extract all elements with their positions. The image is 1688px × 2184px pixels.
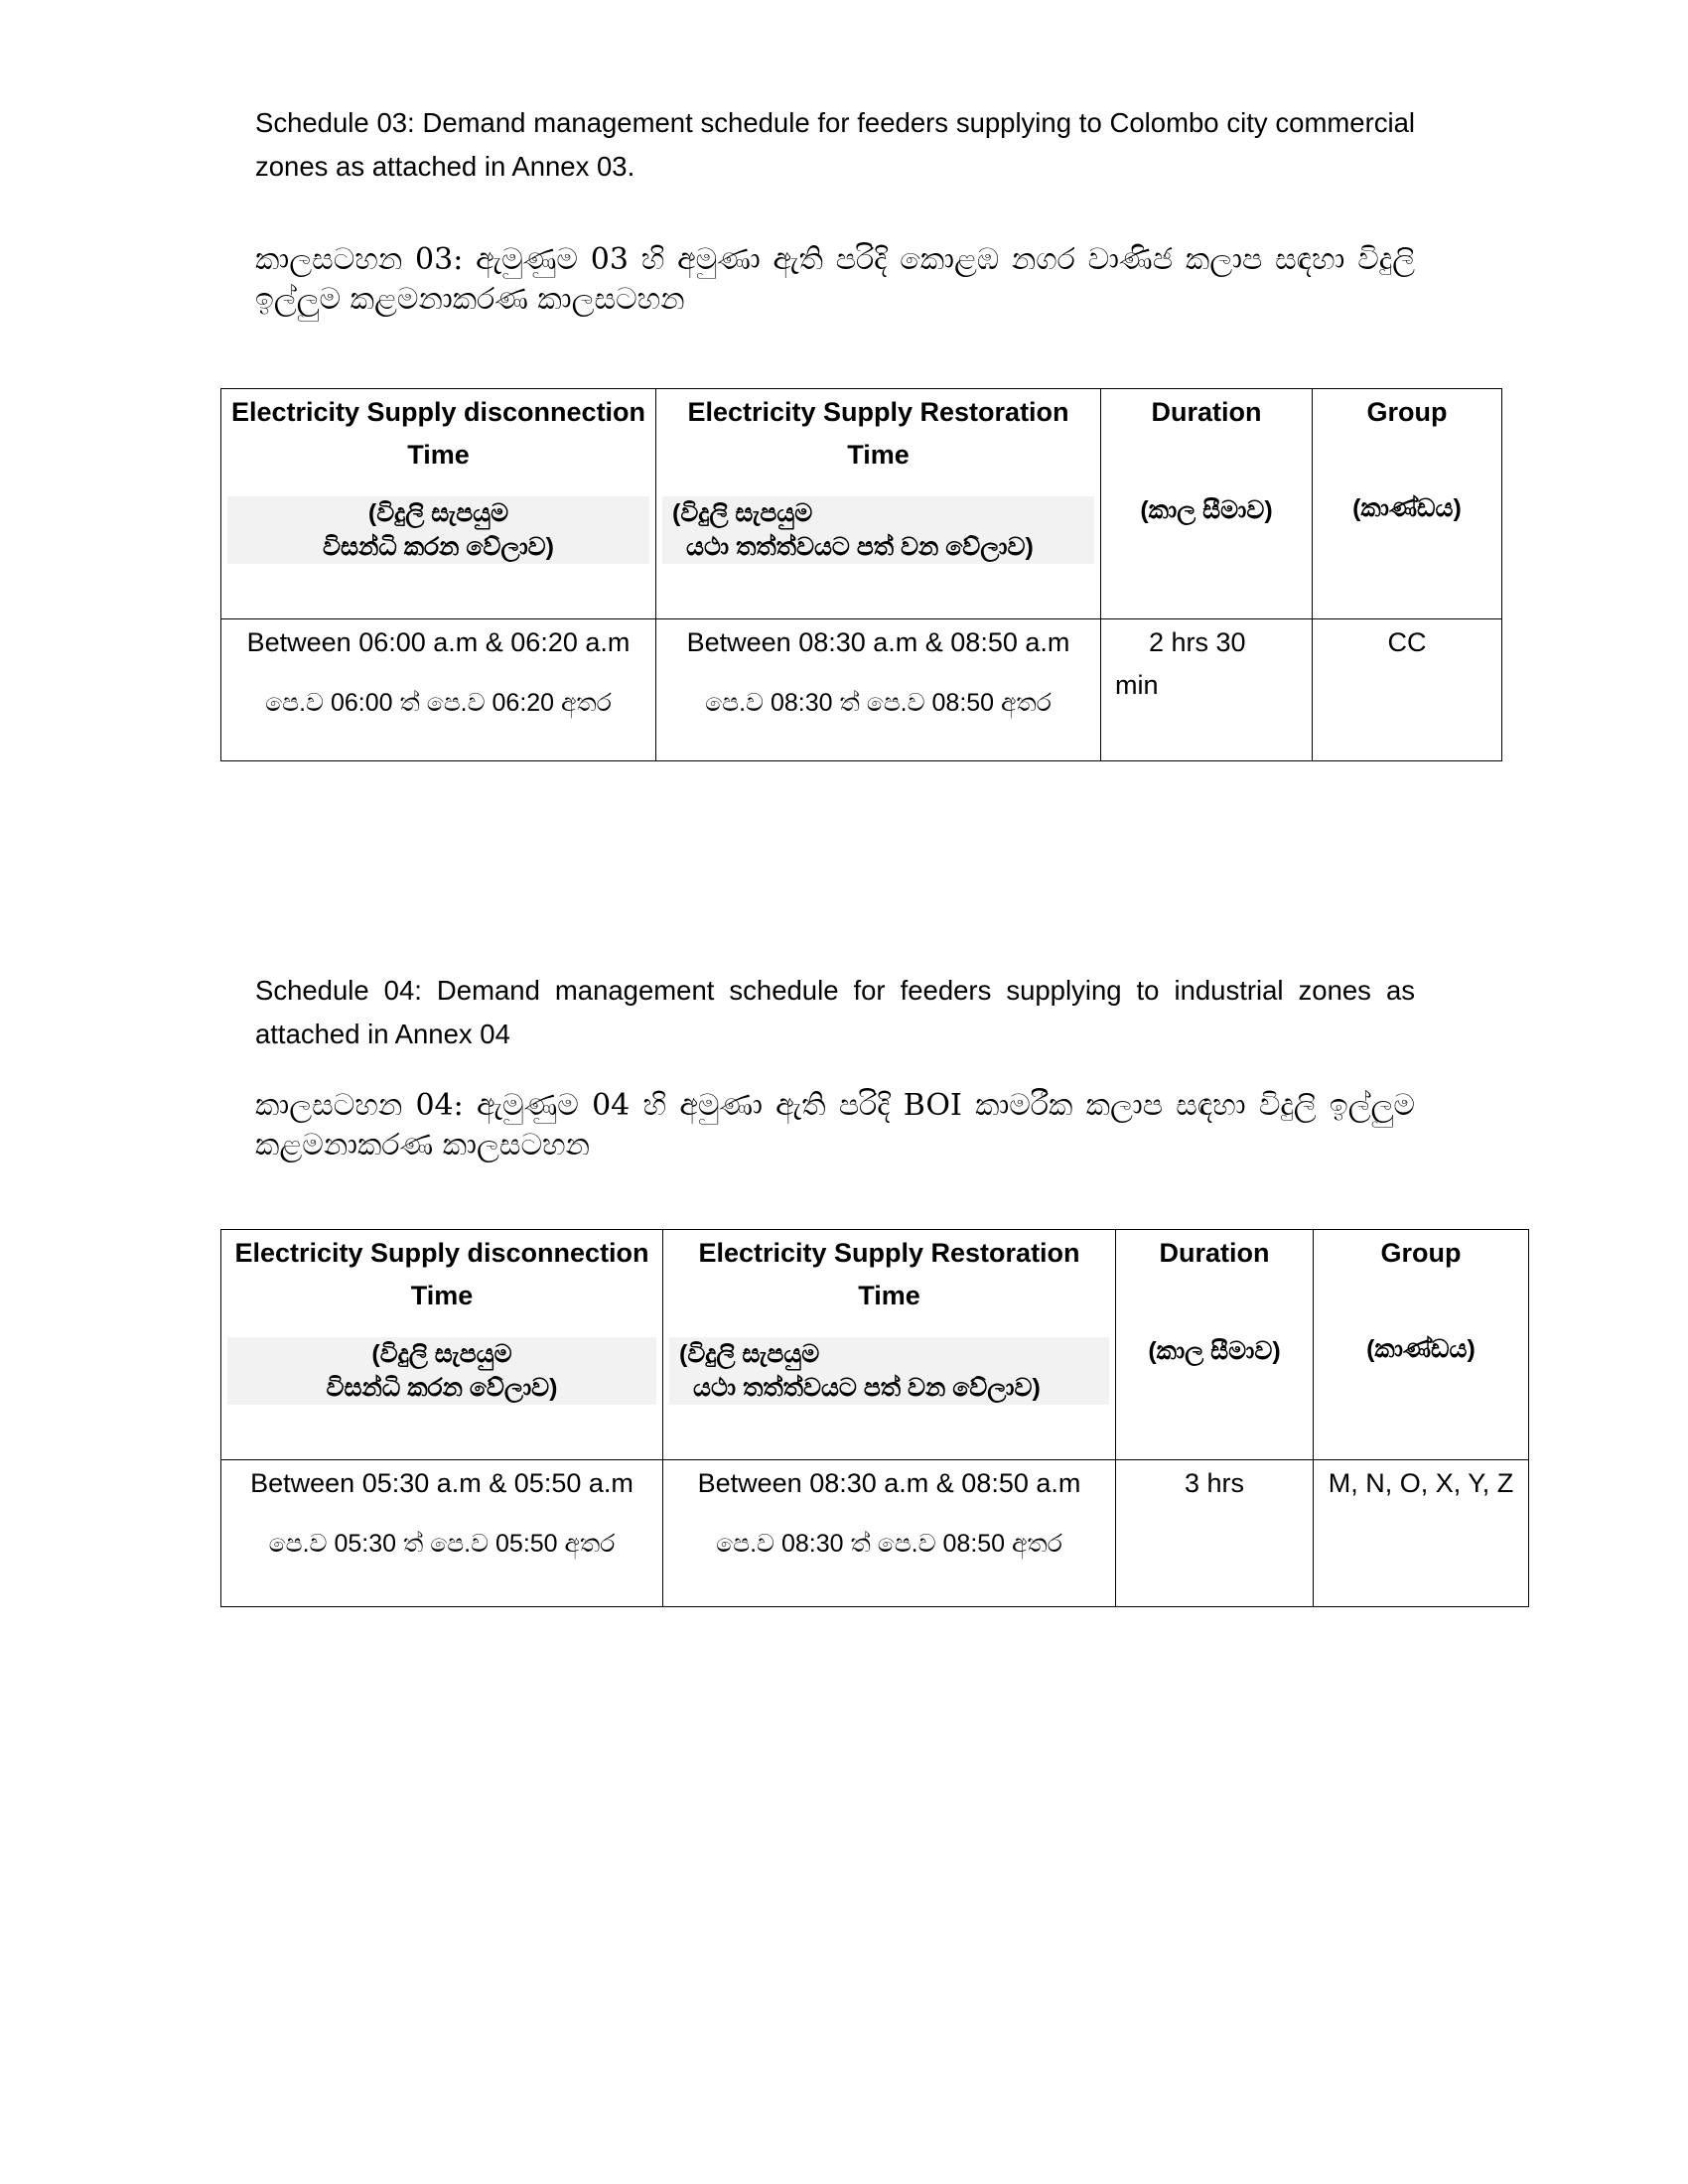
- header-restoration-si-line2: යථා තත්ත්වයට පත් වන වේලාව): [686, 533, 1034, 561]
- header-duration-en: Duration: [1159, 1238, 1270, 1268]
- table-row: [221, 1460, 1529, 1607]
- cell-duration-text: [1101, 621, 1312, 707]
- cell-restoration-en: Between 08:30 a.m & 08:50 a.m: [686, 627, 1070, 657]
- schedule-03-title-en: Schedule 03: Demand management schedule for feeders supplying to Colombo city commercial zones as attached in Annex 03.: [255, 107, 1415, 182]
- header-duration-en: Duration: [1151, 397, 1262, 427]
- schedule-04-table: [220, 1229, 1529, 1607]
- cell-disconnection-si: පෙ.ව 05:30 ත් පෙ.ව 05:50 අතර: [268, 1530, 616, 1558]
- header-disconnection-si-line2: විසන්ධි කරන වේලාව): [326, 1374, 558, 1402]
- cell-restoration-en: Between 08:30 a.m & 08:50 a.m: [697, 1468, 1081, 1498]
- header-restoration-si-line1: (විදුලි සැපයුම: [679, 1340, 820, 1368]
- cell-disconnection-si: පෙ.ව 06:00 ත් පෙ.ව 06:20 අතර: [265, 689, 612, 717]
- cell-restoration-time: [663, 1460, 1116, 1607]
- header-restoration-si-line2: යථා තත්ත්වයට පත් වන වේලාව): [693, 1374, 1041, 1402]
- cell-restoration-time: [656, 619, 1101, 761]
- cell-group-text: CC: [1387, 627, 1427, 657]
- cell-disconnection-en: Between 05:30 a.m & 05:50 a.m: [250, 1468, 633, 1498]
- header-group-si: (කාණ්ඩය): [1366, 1335, 1476, 1363]
- header-group-si: (කාණ්ඩය): [1352, 494, 1462, 522]
- schedule-04-title-en: Schedule 04: Demand management schedule for feeders supplying to industrial zones as attached in Annex 04: [255, 975, 1415, 1049]
- schedule-04-title-si: කාලසටහන 04: ඇමුණුම 04 හි අමුණා ඇති පරිදි BOI කාමරීක කලාප සඳහා විදුලි ඉල්ලුම කළමනාකරණ කාලසටහන: [255, 1088, 1415, 1162]
- header-restoration-si-line1: (විදුලි සැපයුම: [672, 499, 813, 527]
- schedule-03-table: [220, 388, 1502, 761]
- cell-disconnection-time: [221, 619, 656, 761]
- header-group-en: Group: [1366, 397, 1448, 427]
- header-disconnection-si: [227, 496, 649, 564]
- header-duration-si: (කාල සීමාව): [1140, 496, 1273, 524]
- header-duration: [1101, 389, 1313, 619]
- table-header-row: [221, 389, 1502, 619]
- cell-duration-line2: min: [1115, 670, 1159, 700]
- cell-disconnection-en: Between 06:00 a.m & 06:20 a.m: [246, 627, 631, 657]
- header-disconnection-time: [221, 389, 656, 619]
- header-duration-si: (කාල සීමාව): [1148, 1337, 1281, 1365]
- header-disconnection-si-line1: (විදුලි සැපයුම: [367, 499, 509, 527]
- header-disconnection-en: Electricity Supply disconnection Time: [234, 1238, 649, 1310]
- header-restoration-si: [662, 496, 1094, 564]
- header-restoration-time: [656, 389, 1101, 619]
- cell-group-text: M, N, O, X, Y, Z: [1328, 1468, 1514, 1498]
- header-group: [1314, 1230, 1529, 1460]
- cell-restoration-si: පෙ.ව 08:30 ත් පෙ.ව 08:50 අතර: [705, 689, 1052, 717]
- header-restoration-time: [663, 1230, 1116, 1460]
- table-row: [221, 619, 1502, 761]
- schedule-03-title-si: කාලසටහන 03: ඇමුණුම 03 හි අමුණා ඇති පරිදි කොළඹ නගර වාණිජ කලාප සඳහා විදුලි ඉල්ලුම කළමනාකරණ කාලසටහන: [255, 242, 1415, 317]
- header-disconnection-si-line2: විසන්ධි කරන වේලාව): [323, 533, 554, 561]
- header-disconnection-en: Electricity Supply disconnection Time: [230, 397, 646, 470]
- header-duration: [1116, 1230, 1314, 1460]
- cell-disconnection-time: [221, 1460, 663, 1607]
- cell-group: [1314, 1460, 1529, 1607]
- header-restoration-en: Electricity Supply Restoration Time: [698, 1238, 1080, 1310]
- header-restoration-en: Electricity Supply Restoration Time: [687, 397, 1069, 470]
- header-group: [1313, 389, 1502, 619]
- header-disconnection-si-line1: (විදුලි සැපයුම: [371, 1340, 512, 1368]
- cell-duration: [1101, 619, 1313, 761]
- cell-restoration-si: පෙ.ව 08:30 ත් පෙ.ව 08:50 අතර: [716, 1530, 1062, 1558]
- header-disconnection-time: [221, 1230, 663, 1460]
- cell-group: [1313, 619, 1502, 761]
- header-restoration-si: [669, 1337, 1109, 1405]
- table-header-row: [221, 1230, 1529, 1460]
- header-disconnection-si: [227, 1337, 656, 1405]
- cell-duration-line1: 2 hrs 30: [1149, 627, 1246, 657]
- header-group-en: Group: [1380, 1238, 1462, 1268]
- cell-duration-text: 3 hrs: [1184, 1468, 1245, 1498]
- cell-duration: [1116, 1460, 1314, 1607]
